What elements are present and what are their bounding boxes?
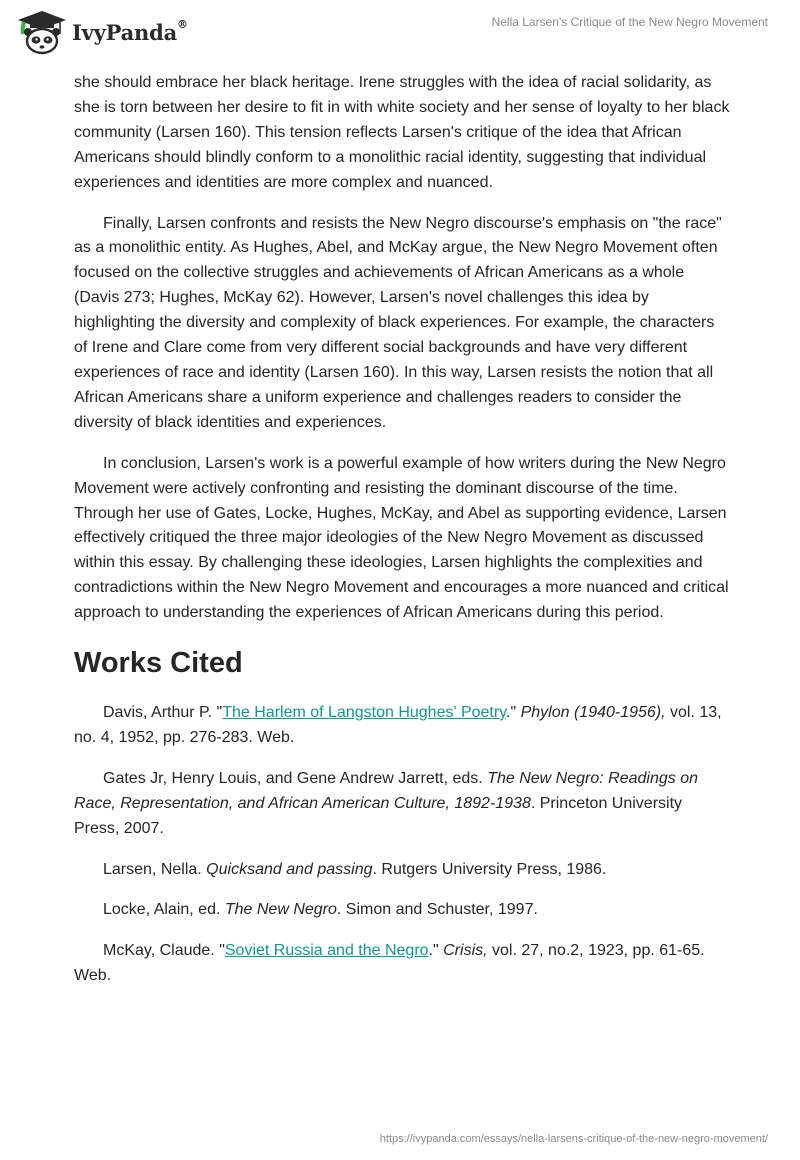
body-paragraph: In conclusion, Larsen's work is a powerful example of how writers during the New Negro Movement were actively confronting and resisting the dominant discourse of the time. Through her use of Gates, Locke, Hughes, McKay, and Abel as supporting evidence, Larsen effectively critiqued the three major ideologies of the New Negro Movement as discussed within this essay. By challenging these ideologies, Larsen highlights the complexities and contradictions within the New Negro Movement and encourages a more nuanced and critical approach to understanding the experiences of African Americans during this period. [74, 454, 729, 622]
citation-link[interactable]: The Harlem of Langston Hughes' Poetry [222, 704, 507, 722]
panda-graduate-icon [14, 8, 70, 56]
works-cited-heading: Works Cited [74, 647, 243, 680]
page-header [0, 0, 800, 70]
citation-item: Locke, Alain, ed. The New Negro. Simon and Schuster, 1997. [103, 901, 538, 919]
body-paragraph: she should embrace her black heritage. Irene struggles with the idea of racial solidarity, as she is torn between her desire to fit in with white society and her sense of loyalty to her black community (Larsen 160). This tension reflects Larsen's critique of the idea that African Americans should blindly conform to a monolithic racial identity, suggesting that individual experiences and identities are more complex and nuanced. [74, 74, 730, 191]
citation-link[interactable]: Soviet Russia and the Negro [224, 942, 429, 960]
essay-content [74, 71, 730, 1005]
document-title: Nella Larsen's Critique of the New Negro Movement [491, 15, 768, 29]
logo-wordmark: IvyPanda® [72, 17, 188, 45]
citation-item: McKay, Claude. "Soviet Russia and the Negro." Crisis, vol. 27, no.2, 1923, pp. 61-65. Web. [74, 942, 705, 985]
body-paragraph: Finally, Larsen confronts and resists the New Negro discourse's emphasis on "the race" as a monolithic entity. As Hughes, Abel, and McKay argue, the New Negro Movement often focused on the collective struggles and achievements of African Americans as a whole (Davis 273; Hughes, McKay 62). However, Larsen's novel challenges this idea by highlighting the diversity and complexity of black experiences. For example, the characters of Irene and Clare come from very different social backgrounds and have very different experiences of race and identity (Larsen 160). In this way, Larsen resists the notion that all African Americans share a uniform experience and challenges readers to consider the diversity of black identities and experiences. [74, 214, 722, 431]
citation-item: Gates Jr, Henry Louis, and Gene Andrew Jarrett, eds. The New Negro: Readings on Race, Representation, and African American Culture, 1892-1938. Princeton University Press, 2007. [74, 769, 698, 837]
citation-item: Davis, Arthur P. "The Harlem of Langston Hughes' Poetry." Phylon (1940-1956), vol. 13, no. 4, 1952, pp. 276-283. Web. [74, 704, 722, 746]
citation-item: Larsen, Nella. Quicksand and passing. Rutgers University Press, 1986. [103, 860, 607, 878]
ivypanda-logo[interactable] [14, 8, 194, 56]
footer-url: https://ivypanda.com/essays/nella-larsens-critique-of-the-new-negro-movement/ [379, 1133, 768, 1145]
